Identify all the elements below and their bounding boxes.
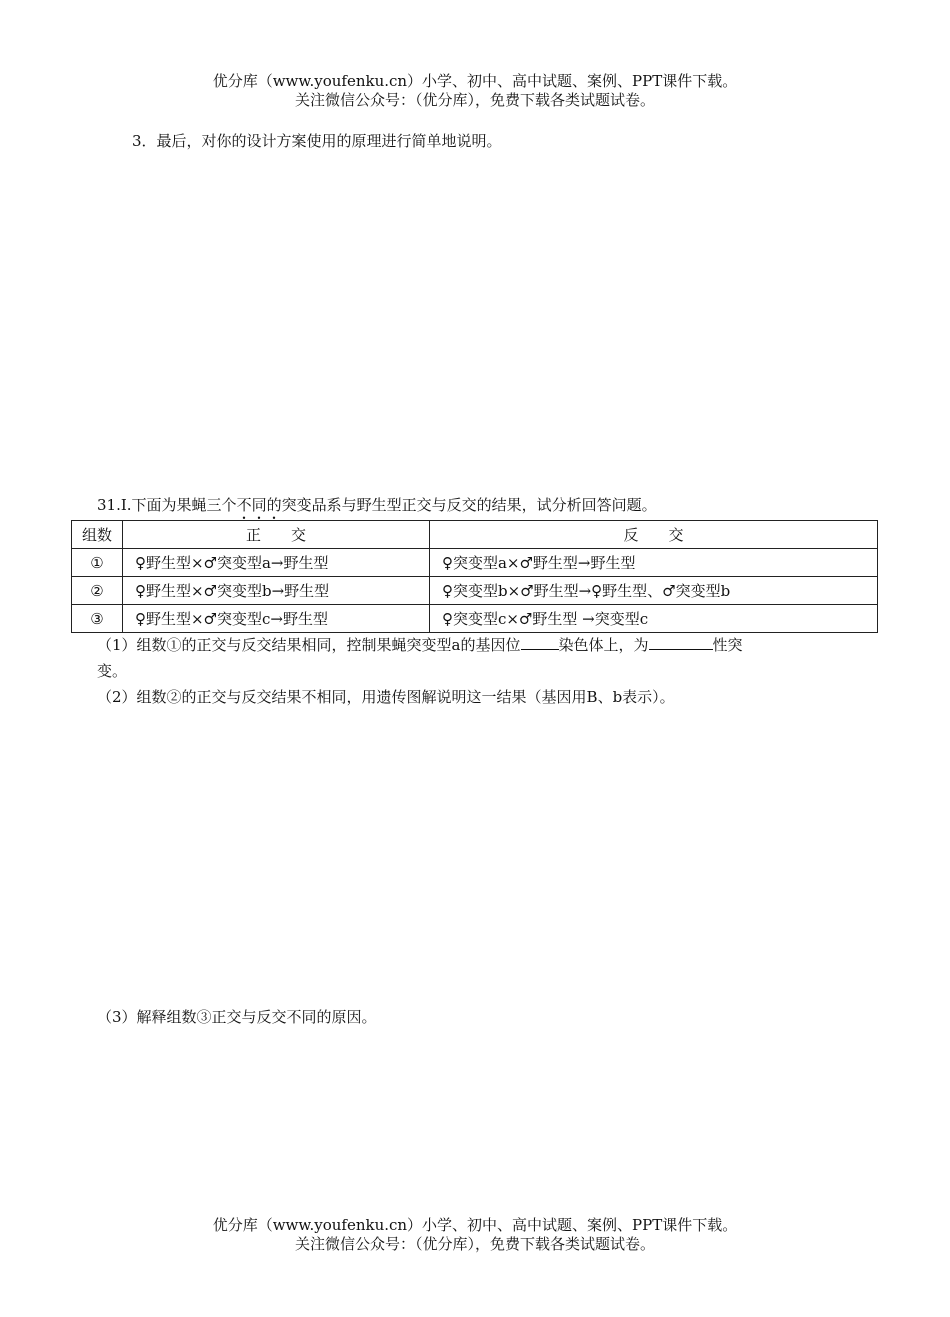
reciprocal-cross-cell: ♀突变型b×♂野生型→♀野生型、♂突变型b	[430, 577, 878, 605]
header-group: 组数	[72, 521, 123, 549]
q31-intro-before: 31.Ⅰ.下面为果蝇三个	[97, 496, 237, 514]
header-forward-cross: 正 交	[123, 521, 430, 549]
group-number: ②	[72, 577, 123, 605]
footer-line-2: 关注微信公众号：（优分库），免费下载各类试题试卷。	[294, 1235, 655, 1253]
sub-question-1	[97, 634, 743, 656]
reciprocal-cross-cell: ♀突变型c×♂野生型 →突变型c	[430, 605, 878, 633]
group-number: ③	[72, 605, 123, 633]
sub-question-3: （3）解释组数③正交与反交不同的原因。	[97, 1008, 377, 1026]
header-reciprocal-cross: 反 交	[430, 521, 878, 549]
forward-cross-cell: ♀野生型×♂突变型c→野生型	[123, 605, 430, 633]
sub1-text-b: 染色体上，为	[558, 636, 649, 654]
q31-intro-after: 突变品系与野生型正交与反交的结果，试分析回答问题。	[281, 496, 657, 514]
q3-instruction: 3．最后，对你的设计方案使用的原理进行简单地说明。	[132, 132, 502, 150]
sub1-text-c: 性突	[712, 636, 743, 654]
reciprocal-cross-cell: ♀突变型a×♂野生型→野生型	[430, 549, 878, 577]
sub1-text-a: （1）组数①的正交与反交结果相同，控制果蝇突变型a的基因位	[97, 636, 521, 654]
answer-blank-1[interactable]	[521, 634, 559, 650]
header-line-1: 优分库（www.youfenku.cn）小学、初中、高中试题、案例、PPT课件下载。	[212, 72, 738, 90]
forward-cross-cell: ♀野生型×♂突变型b→野生型	[123, 577, 430, 605]
sub-question-2: （2）组数②的正交与反交结果不相同，用遗传图解说明这一结果（基因用B、b表示）。	[97, 688, 675, 706]
answer-blank-2[interactable]	[649, 634, 713, 650]
sub-question-1-cont: 变。	[97, 662, 128, 680]
footer-line-1: 优分库（www.youfenku.cn）小学、初中、高中试题、案例、PPT课件下载。	[212, 1216, 738, 1234]
page-header	[0, 72, 950, 110]
table-row	[72, 549, 878, 577]
cross-result-table	[71, 520, 878, 633]
header-line-2: 关注微信公众号：（优分库），免费下载各类试题试卷。	[294, 91, 655, 109]
forward-cross-cell: ♀野生型×♂突变型a→野生型	[123, 549, 430, 577]
group-number: ①	[72, 549, 123, 577]
page-footer	[0, 1216, 950, 1254]
q31-intro-emphasis: 不同的	[236, 496, 282, 514]
table-header-row	[72, 521, 878, 549]
q31-intro	[97, 494, 657, 523]
table-row	[72, 605, 878, 633]
table-row	[72, 577, 878, 605]
